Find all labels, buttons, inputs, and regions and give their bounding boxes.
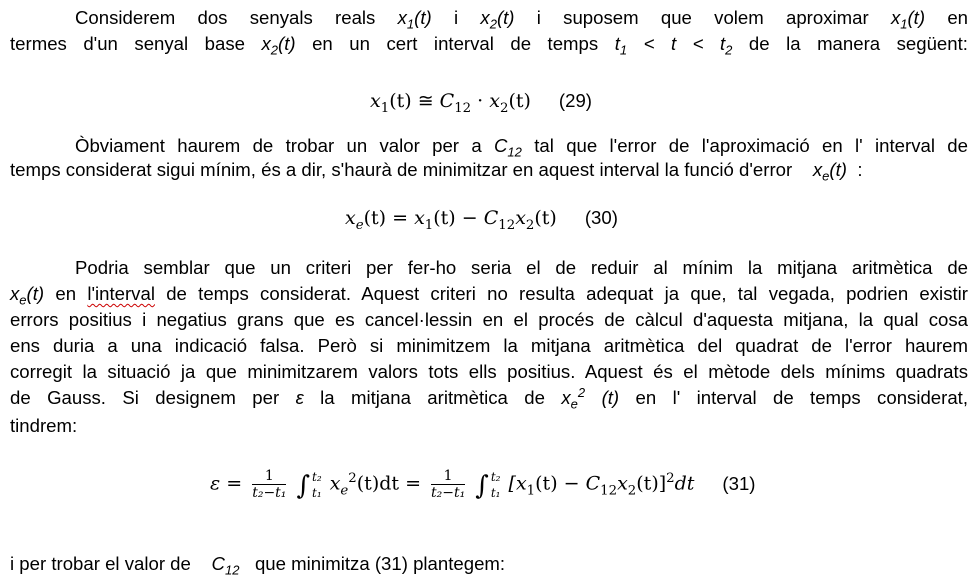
text-run: Considerem dos senyals reals xyxy=(75,7,376,28)
text-run: en un cert interval de temps xyxy=(312,33,599,54)
text-run: que minimitza (31) plantegem: xyxy=(254,553,506,574)
text-run: en xyxy=(947,7,968,28)
equation-number: (29) xyxy=(558,90,592,111)
symbol-x1: $x_1(t)$ xyxy=(397,7,432,32)
symbol-c12: $C_{12}$ xyxy=(493,135,522,160)
paragraph-3-line-1: Podria semblar que un criteri per fer-ho seria el de reduir al mínim la mitjana aritmètica de xyxy=(75,257,968,278)
text-run: i per trobar el valor de xyxy=(10,553,191,574)
text-run: en l' interval de temps considerat, xyxy=(635,387,969,408)
paragraph-3-line-2 xyxy=(10,282,968,306)
paragraph-4 xyxy=(10,552,505,576)
integral-sign: ∫ xyxy=(296,470,311,501)
spellcheck-underlined-word: l'interval xyxy=(87,283,155,304)
paragraph-2-line-2 xyxy=(10,158,863,182)
text-run: Òbviament haurem de trobar un valor per a xyxy=(75,135,482,156)
equation-31: ε = $\frac{1}{\text{t₂−t₁}}$ ∫ t₂ t₁ $x_e^2(t)dt$ = $\frac{1}{\text{t₂−t₁}}$ ∫ t₂ t₁ $[x_1(t) - C_{12}x_2(t)]^2dt$ (31) xyxy=(210,468,756,501)
text-run: la mitjana aritmètica de xyxy=(320,387,545,408)
text-run: en xyxy=(55,283,77,304)
integral-sign: ∫ xyxy=(475,470,489,501)
symbol-xe: $x_e(t)$ xyxy=(812,159,847,184)
symbol-x2: $x_2(t)$ xyxy=(261,33,296,58)
fraction: $\frac{1}{\text{t₂−t₁}}$ xyxy=(431,468,466,501)
text-run: : xyxy=(857,159,863,180)
text-run: de Gauss. Si designem per xyxy=(10,387,280,408)
text-run: de temps considerat. Aquest criteri no resulta adequat ja que, tal vegada, podrien existir xyxy=(166,283,968,304)
paragraph-3-line-4: ens duria a una indicació falsa. Però si minimitzem la mitjana aritmètica del quadrat de l'error haurem xyxy=(10,335,968,356)
time-range: $t_1 < t < t_2$ xyxy=(614,33,733,58)
paragraph-3-line-5: corregit la situació ja que minimitzarem valors tots ells positius. Aquest és el mètode dels mínims quadrats xyxy=(10,361,968,382)
symbol-epsilon: ε xyxy=(295,387,304,408)
text-run: tal que l'error de l'aproximació en l' interval de xyxy=(534,135,968,156)
equation-number: (31) xyxy=(722,472,756,494)
symbol-x2: $x_2(t)$ xyxy=(480,7,515,32)
text-run: temps considerat sigui mínim, és a dir, s'haurà de minimitzar en aquest interval la funció d'error xyxy=(10,159,793,180)
equation-30: $x_e(t) = x_1(t) - C_{12}x_2(t)$ (30) xyxy=(345,207,618,233)
paragraph-3-line-7: tindrem: xyxy=(10,415,78,436)
equation-number: (30) xyxy=(584,207,618,228)
equation-29: $x_1(t)$ ≅ $C_{12} \cdot x_2(t)$ (29) xyxy=(370,90,592,116)
paragraph-3-line-3: errors positius i negatius grans que es cancel·lessin en el procés de càlcul d'aquesta mitjana, la qual cosa xyxy=(10,309,968,330)
text-run: termes d'un senyal base xyxy=(10,33,245,54)
paragraph-1-line-2 xyxy=(10,32,968,56)
paragraph-2-line-1 xyxy=(10,134,968,158)
symbol-c12: $C_{12}$ xyxy=(211,553,240,578)
text-run: i suposem que volem aproximar xyxy=(536,7,869,28)
paragraph-3-line-6 xyxy=(10,386,968,410)
symbol-x1: $x_1(t)$ xyxy=(890,7,926,32)
text-run: i xyxy=(453,7,459,28)
symbol-xe: $x_e(t)$ xyxy=(10,283,45,308)
fraction: $\frac{1}{\text{t₂−t₁}}$ xyxy=(252,468,287,501)
text-run: de la manera següent: xyxy=(748,33,968,54)
symbol-xe-squared: $x_e^2$ (t) xyxy=(561,384,620,412)
paragraph-1-line-1 xyxy=(10,6,968,30)
